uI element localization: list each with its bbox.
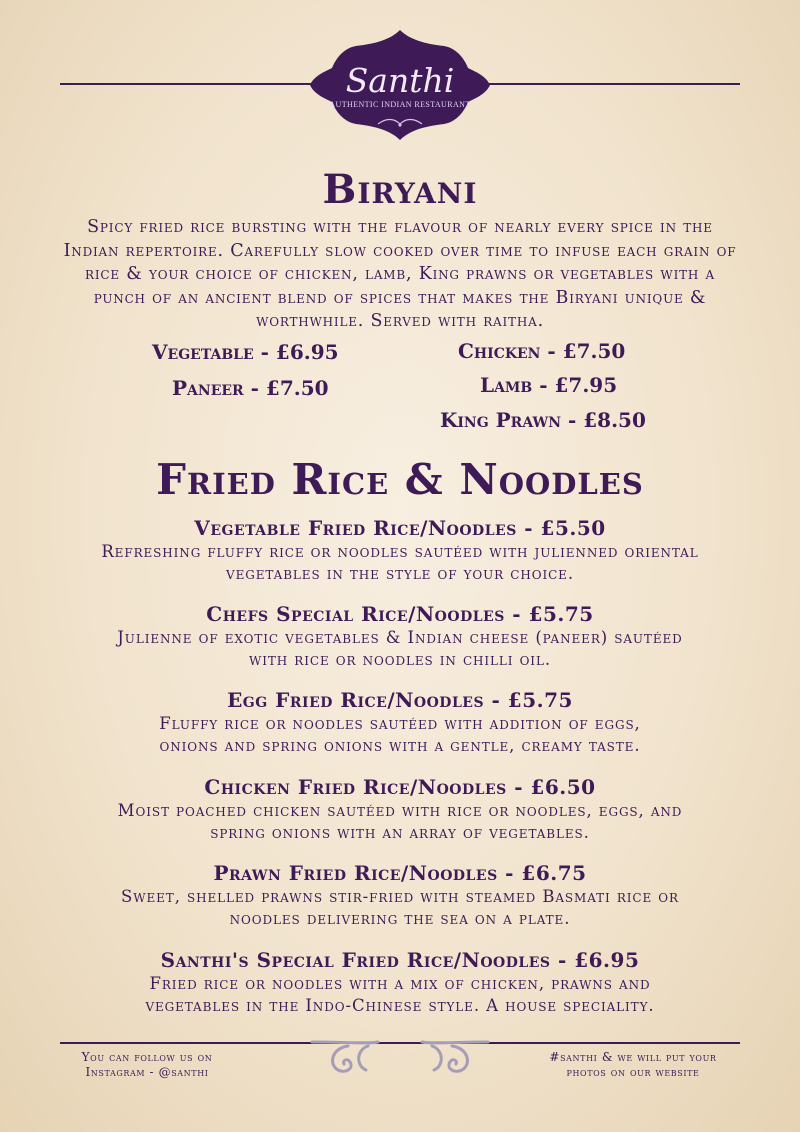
- brand-name: Santhi: [345, 61, 455, 100]
- footer-hashtag-text: #santhi & we will put your photos on our website: [549, 1050, 717, 1079]
- menu-item: [40, 687, 760, 757]
- menu-item-description: Fried rice or noodles with a mix of chicken, prawns and vegetables in the Indo-Chinese style. A house speciality.: [145, 974, 655, 1015]
- biryani-description: Spicy fried rice bursting with the flavour of nearly every spice in the Indian repertoire. Carefully slow cooked over time to infuse each grain of rice & your choice of chicken, lamb, King prawns or vegetables with a punch of an ancient blend of spices that makes the Biryani unique & worthwhile. Served with raitha.: [63, 217, 737, 331]
- price-vegetable: Vegetable - £6.95: [152, 340, 339, 364]
- price-chicken: Chicken - £7.50: [458, 339, 626, 363]
- biryani-heading: Biryani: [322, 166, 478, 213]
- menu-item-description: Julienne of exotic vegetables & Indian cheese (paneer) sautéed with rice or noodles in chilli oil.: [117, 628, 683, 669]
- santhi-logo: [306, 28, 494, 142]
- brand-tagline: AUTHENTIC INDIAN RESTAURANT: [329, 100, 471, 109]
- menu-item-title: Prawn Fried Rice/Noodles - £6.75: [213, 861, 587, 885]
- menu-item: [40, 774, 760, 844]
- header-rule-left: [60, 83, 320, 85]
- menu-item: [40, 515, 760, 585]
- price-king-prawn: King Prawn - £8.50: [440, 408, 646, 432]
- header-rule-right: [480, 83, 740, 85]
- footer-instagram-text: You can follow us on Instagram - @santhi: [81, 1050, 213, 1079]
- menu-item-description: Fluffy rice or noodles sautéed with addition of eggs, onions and spring onions with a gentle, creamy taste.: [159, 714, 641, 755]
- menu-item-description: Sweet, shelled prawns stir-fried with steamed Basmati rice or noodles delivering the sea on a plate.: [121, 887, 679, 928]
- menu-item-title: Chicken Fried Rice/Noodles - £6.50: [204, 775, 596, 799]
- menu-item: [40, 601, 760, 671]
- price-paneer: Paneer - £7.50: [172, 376, 329, 400]
- flourish-ornament: [308, 1038, 492, 1078]
- menu-item-title: Vegetable Fried Rice/Noodles - £5.50: [194, 516, 606, 540]
- menu-item: [40, 947, 760, 1017]
- menu-item-title: Egg Fried Rice/Noodles - £5.75: [227, 688, 573, 712]
- fried-rice-heading: Fried Rice & Noodles: [156, 455, 644, 504]
- menu-item-title: Chefs Special Rice/Noodles - £5.75: [206, 602, 594, 626]
- menu-item-title: Santhi's Special Fried Rice/Noodles - £6.95: [160, 948, 640, 972]
- menu-item-description: Moist poached chicken sautéed with rice or noodles, eggs, and spring onions with an array of vegetables.: [117, 801, 683, 842]
- price-lamb: Lamb - £7.95: [480, 373, 618, 397]
- menu-item-description: Refreshing fluffy rice or noodles sautéed with julienned oriental vegetables in the style of your choice.: [101, 542, 699, 583]
- menu-item: [40, 860, 760, 930]
